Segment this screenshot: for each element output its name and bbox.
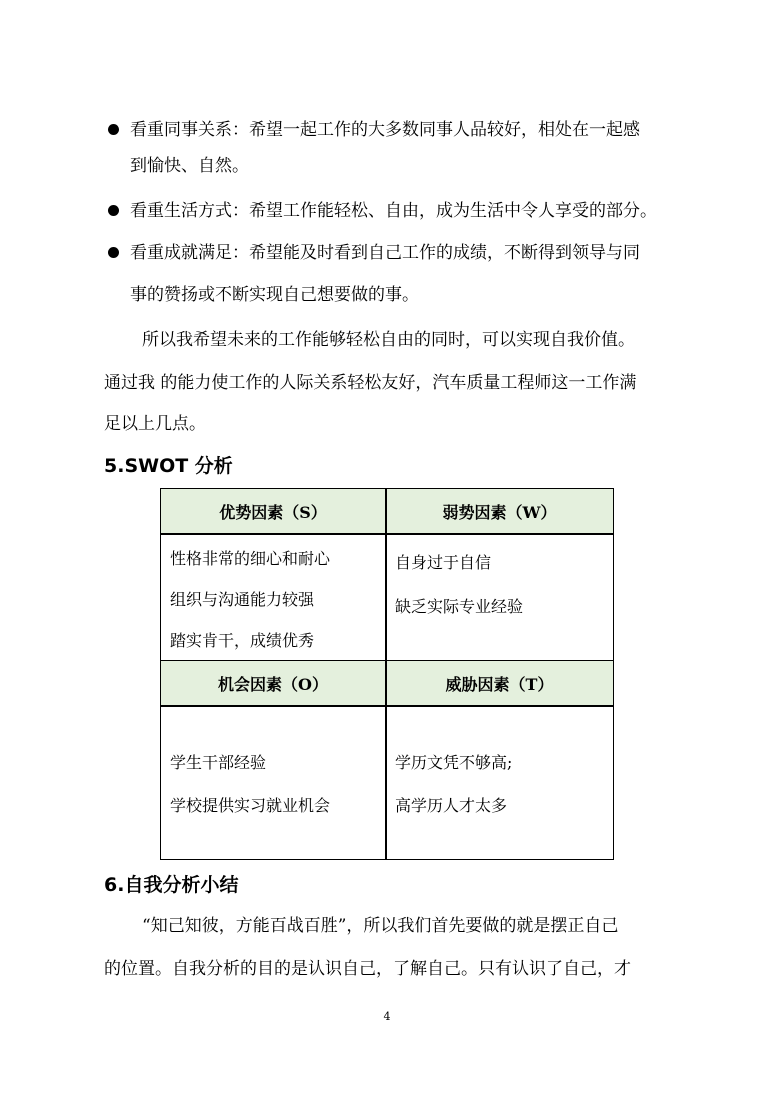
bullet-dot: [108, 124, 119, 135]
bullet-dot: [108, 247, 119, 258]
opportunity-item: 学校提供实习就业机会: [170, 796, 331, 815]
paragraph-line: 的位置。自我分析的目的是认识自己，了解自己。只有认识了自己，才: [104, 959, 631, 979]
paragraph-line: 通过我 的能力使工作的人际关系轻松友好，汽车质量工程师这一工作满: [104, 373, 637, 393]
bullet-item-colleagues: [108, 118, 688, 178]
paragraph-line: “知己知彼，方能百战百胜”，所以我们首先要做的就是摆正自己: [142, 916, 619, 936]
opportunity-item: 学生干部经验: [170, 753, 267, 772]
section-heading-swot: 5.SWOT 分析: [104, 455, 233, 477]
swot-cell-opportunities: [161, 706, 385, 859]
bullet-item-lifestyle: [108, 199, 688, 223]
swot-cell-threats: [386, 706, 613, 859]
strength-item: 组织与沟通能力较强: [170, 590, 315, 609]
threat-item: 学历文凭不够高;: [395, 753, 513, 772]
weakness-item: 缺乏实际专业经验: [395, 597, 524, 616]
bullet-text: 看重同事关系：希望一起工作的大多数同事人品较好，相处在一起感: [130, 120, 640, 140]
swot-header-strengths: 优势因素（S）: [161, 489, 385, 533]
bullet-text-continued: 事的赞扬或不断实现自己想要做的事。: [130, 285, 419, 305]
page-number: 4: [383, 1010, 391, 1023]
table-divider: [385, 489, 387, 859]
swot-cell-weaknesses: [386, 534, 613, 660]
swot-header-weaknesses: 弱势因素（W）: [386, 489, 613, 533]
bullet-dot: [108, 205, 119, 216]
bullet-text: 看重成就满足：希望能及时看到自己工作的成绩，不断得到领导与同: [130, 243, 640, 263]
section-heading-summary: 6.自我分析小结: [104, 874, 239, 896]
swot-cell-strengths: [161, 534, 385, 660]
swot-table: [160, 488, 614, 860]
paragraph-line: 足以上几点。: [104, 414, 206, 434]
swot-header-opportunities: 机会因素（O）: [161, 661, 385, 705]
swot-header-threats: 威胁因素（T）: [386, 661, 613, 705]
strength-item: 性格非常的细心和耐心: [170, 549, 331, 568]
threat-item: 高学历人才太多: [395, 796, 508, 815]
bullet-text-continued: 到愉快、自然。: [130, 156, 249, 176]
paragraph-line: 所以我希望未来的工作能够轻松自由的同时，可以实现自我价值。: [142, 330, 635, 350]
weakness-item: 自身过于自信: [395, 553, 492, 572]
strength-item: 踏实肯干，成绩优秀: [170, 631, 315, 650]
bullet-text: 看重生活方式：希望工作能轻松、自由，成为生活中令人享受的部分。: [130, 201, 657, 221]
bullet-item-achievement: [108, 241, 688, 305]
